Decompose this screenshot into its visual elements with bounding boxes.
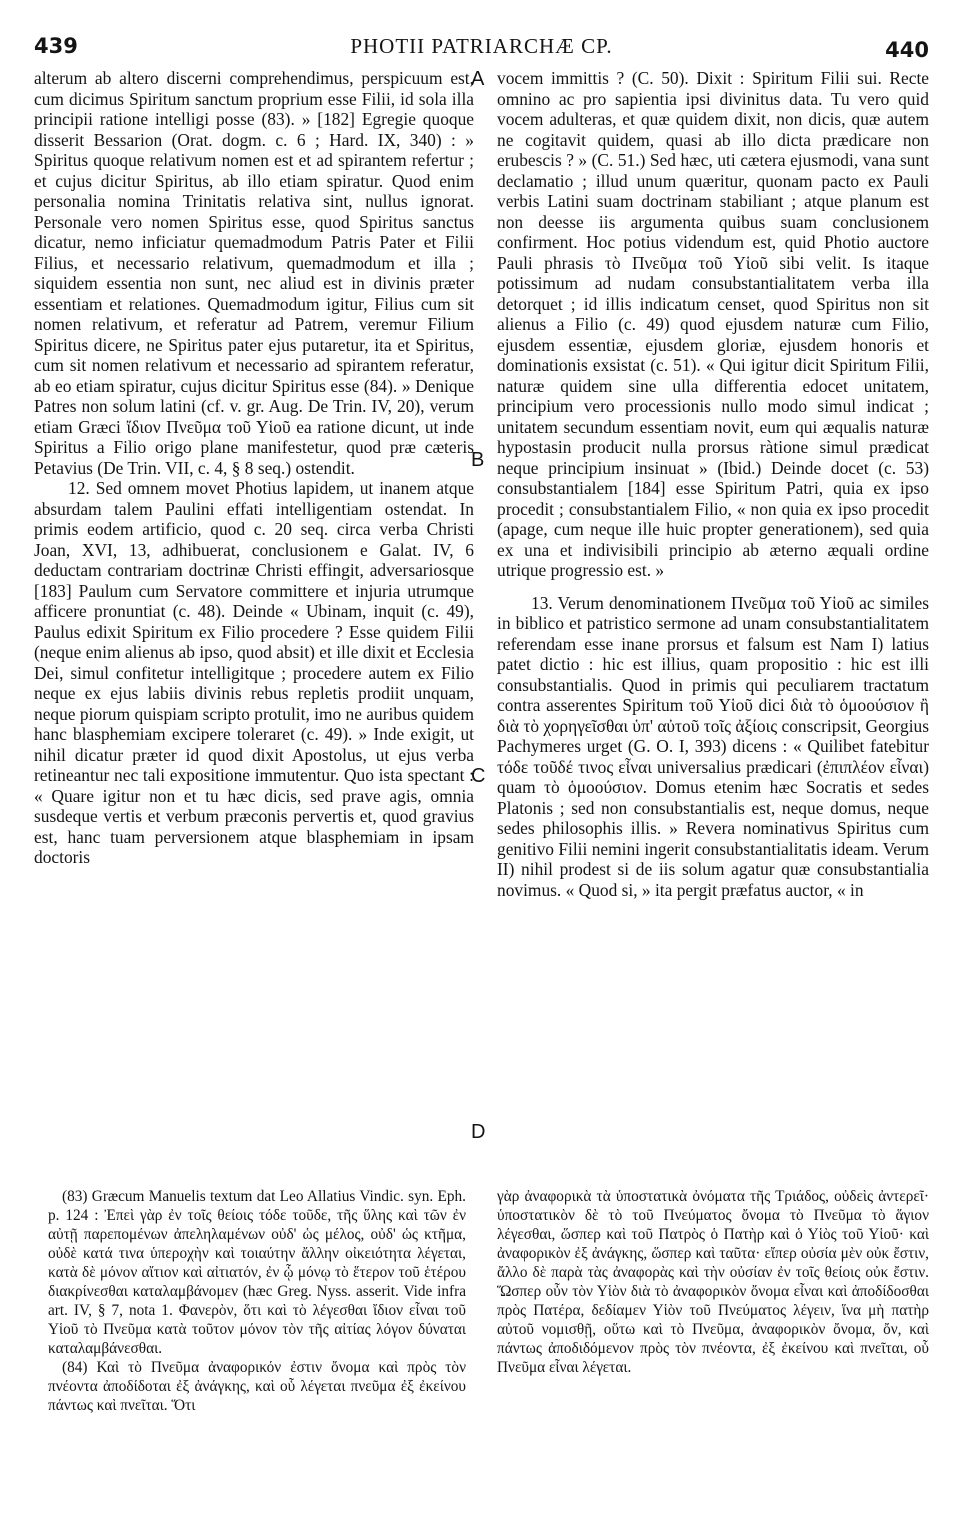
page-number-right: 440 xyxy=(885,38,929,62)
margin-letter-c: C xyxy=(471,765,486,787)
page-number-left: 439 xyxy=(34,34,78,58)
footnote-84: (84) Καὶ τὸ Πνεῦμα ἀναφορικόν ἐστιν ὄνομα καὶ πρὸς τὸν πνέοντα ἀποδίδοται ἐξ ἀνάγκης, καὶ οὗ λέγεται πνεῦμα ἐξ ἐκείνου πάντως καὶ πνεῖται. Ὅτι xyxy=(48,1359,466,1414)
left-column xyxy=(34,68,474,1168)
page-header xyxy=(34,34,929,64)
left-paragraph-1: alterum ab altero discerni comprehendimus, perspicuum est, cum dicimus Spiritum sanctum proprium esse Filii, id sola illa principii ratione intelligi posse (83). » [182] Egregie quoque disserit Bessarion (Orat. dogm. c. 6 ; Hard. IX, 340) : » Spiritus quoque relativum nomen est et ad spirantem refertur ; et cujus dicitur Spiritus, ab illo etiam spiratur. Quod enim personalia nomina Trinitatis relativa sint, nullus ignorat. Personale vero nomen Spiritus esse, quod Spiritus sanctus dicatur, nemo inficiatur quemadmodum Patris Pater et Filii Filius, et necessario relativum, quemadmodum et illa ; siquidem essentia non sunt, nec aliud est in divinis præter essentiam et relationes. Quemadmodum igitur, Filius cum sit nomen relativum, et referatur ad Patrem, veremur Filium Spiritus dicere, ne Spiritus pater ejus putaretur, ita et Spiritus, cum sit nomen relativum et necessario ad spirantem referatur, ab eo etiam spiratur, cujus dicitur Spiritus esse (84). » Denique Patres non solum latini (cf. v. gr. Aug. De Trin. IV, 20), verum etiam Græci ἴδιον Πνεῦμα τοῦ Υἱοῦ ea ratione dicunt, ut inde Spiritus a Filio origo plane manifestetur, quod præ cæteris Petavius (De Trin. VII, c. 4, § 8 seq.) ostendit. xyxy=(34,68,474,478)
right-paragraph-2: 13. Verum denominationem Πνεῦμα τοῦ Υἱοῦ ac similes in biblico et patristico sermone ad unam consubstantialitatem referendam esse inane prorsus et falsum est Nam I) latius patet dictio : hic est illius, quam propositio : hic est illi consubstantialis. Quod in primis qui peculiarem tractatum contra asserentes Spiritum τοῦ Υἱοῦ dici διὰ τὸ ὁμοούσιον ἢ διὰ τὸ χορηγεῖσθαι ὑπ' αὐτοῦ τοῖς ἀξίοις conscripsit, Georgius Pachymeres urget (G. O. I, 393) dicens : « Quilibet fatebitur τόδε τοῦδέ τινος εἶναι universalius prædicari (ἐπιπλέον εἶναι) quam τὸ ὁμοούσιον. Domus etenim hæc Socratis et sedes Platonis ; sed non consubstantialis est, neque domus, neque sedes philosophis illis. » Revera nominativus Spiritus cum genitivo Filii nemini ingerit consubstantialitatis ideam. Verum II) nihil prodest si de iis solum agatur quæ consubstantialia novimus. « Quod si, » ita pergit præfatus auctor, « in xyxy=(497,592,929,900)
margin-letter-b: B xyxy=(471,449,485,471)
margin-letter-d: D xyxy=(471,1121,486,1143)
footnote-83: (83) Græcum Manuelis textum dat Leo Allatius Vindic. syn. Eph. p. 124 : Ἐπεὶ γὰρ ἐν τοῖς θείοις τόδε τοῦδε, τῆς ὕλης καὶ τῶν ἐν αὐτῇ παρεπομένων ἀπεληλαμένων οὐδ' ὡς μέλος, οὐδ' ὡς κτῆμα, οὐδὲ κατά τινα ὑπεροχὴν καὶ τοιαύτην ἄλλην οἰκειότητα λέγεται, κατὰ δὲ μόνον αἴτιον καὶ αἰτιατόν, ἐν ᾧ μόνῳ τὸ ἕτερον τοῦ ἑτέρου διακρίνεσθαι καταλαμβάνομεν (hæc Greg. Nyss. asserit. Vide infra art. IV, § 7, nota 1. Φανερὸν, ὅτι καὶ τὸ λέγεσθαι ἴδιον εἶναι τοῦ Υἱοῦ τὸ Πνεῦμα κατὰ τοῦτον μόνον τὸν τῆς αἰτίας λόγον δύναται καταλαμβάνεσθαι. xyxy=(48,1188,466,1357)
left-paragraph-2: 12. Sed omnem movet Photius lapidem, ut inanem atque absurdam talem Paulini effati intelligentiam ostendat. In primis eodem artificio, quod c. 20 seq. circa verba Christi Joan, XVI, 13, adhibuerat, conclusionem e Galat. IV, 6 deductam contrariam doctrinæ Christi effingit, adversariosque [183] Paulum cum Servatore committere et injuria utrumque afficere pronuntiat (c. 48). Deinde « Ubinam, inquit (c. 49), Paulus edixit Spiritum ex Filio procedere ? Esse quidem Filii (neque enim alienus ab ipso, quod absit) et ille dixit et Ecclesia Dei, simul confitetur intelligitque ; procedere autem ex Filio neque ex ejus labiis divinis rebus repletis prodiit unquam, neque piorum quispiam scripto protulit, imo ne auribus quidem hanc blasphemiam excipere toleraret (c. 49). » Inde exigit, ut nihil dicatur præter id quod dixit Apostolus, ut ejus verba retineantur nec tali expositione immutentur. Quo ista spectant : « Quare igitur non et tu hæc dicis, sed prave agis, omnia susdeque vertis et verbum præconis pervertis et, quod gravius est, hanc tuam perversionem atque blasphemiam in ipsam doctoris xyxy=(34,478,474,867)
footnotes-right xyxy=(497,1187,929,1517)
right-column xyxy=(497,68,929,1168)
right-paragraph-1: vocem immittis ? (C. 50). Dixit : Spiritum Filii sui. Recte omnino ac pro sapientia ipsi divinitus data. Tu vero quid vocem adulteras, et quæ quidem dixit, non dicis, quæ autem ne cogitavit quidem, quasi ab illo dicta prædicare non erubescis ? » (C. 51.) Sed hæc, uti cætera ejusmodi, vana sunt declamatio ; illud unum quæritur, quonam pacto ex Pauli verbis Latini suam doctrinam stabiliant ; atque planum est non deesse iis argumenta quibus suam conclusionem confirment. Hoc potius videndum est, quid Photio auctore Pauli phrasis τὸ Πνεῦμα τοῦ Υἱοῦ sibi velit. Is itaque potissimum ad nudam consubstantialitatem verba illa detorquet ; id illis indicatum censet, quod Spiritus non sit alienus a Filio (c. 49) quod ejusdem naturæ cum Filio, ejusdem essentiæ, ejusdem gloriæ, ejusdem honoris et dominationis exsistat (c. 51). « Qui igitur dicit Spiritum Filii, naturæ quidem sine ulla differentia edocet unitatem, principium vero processionis nullo modo simul indicat ; unitatem secundum essentiam novit, eum qui æqualis naturæ hypostasin producit nulla prorsus ràtione simul prædicat neque principium insinuat » (Ibid.) Deinde docet (c. 53) consubstantialem [184] esse Spiritum Patri, quia ex ipso procedit ; consubstantialem Filio, « non quia ex ipso procedit (apage, cum neque ille huic propter generationem), sed quia ex una et indivisibili principio ab æterno æquali ordine utrique progressio est. » xyxy=(497,68,929,580)
footnotes-left xyxy=(48,1187,466,1517)
footnote-84-continued: γὰρ ἀναφορικὰ τὰ ὑποστατικὰ ὀνόματα τῆς Τριάδος, οὐδεὶς ἀντερεῖ· ὑποστατικὸν δὲ τὸ τοῦ Πνεύματος ὄνομα τὸ Πνεῦμα τὸ ἅγιον λέγεσθαι, ὥσπερ καὶ τοῦ Πατρὸς ὁ Πατὴρ καὶ ὁ Υἱὸς τοῦ Υἱοῦ· καὶ ἀναφορικὸν ἐξ ἀνάγκης, ὥσπερ καὶ ταῦτα· εἴπερ οὐσία μὲν οὐκ ἔστιν, ἄλλο δὲ παρὰ τὰς ἀναφορὰς καὶ τὴν οὐσίαν ἐν τοῖς θείοις οὐκ ἔστιν. Ὥσπερ οὖν τὸν Υἱὸν διὰ τὸ ἀναφορικὸν ὄνομα εἶναι καὶ ἀποδίδοσθαι πρὸς Πατέρα, δεδίαμεν Υἱὸν τοῦ Πνεύματος λέγειν, ἵνα μὴ πατὴρ αὐτοῦ νομισθῇ, οὕτω καὶ τὸ Πνεῦμα, ἀναφορικὸν ὄνομα, ὄν, καὶ πάντως ἀποδιδόμενον πρὸς τὸν πνέοντα, ἐξ ἐκείνου καὶ πνεῖται, οὗ Πνεῦμα εἶναι λέγεται. xyxy=(497,1188,929,1376)
running-title: PHOTII PATRIARCHÆ CP. xyxy=(350,34,613,58)
margin-letter-a: A xyxy=(471,68,485,90)
